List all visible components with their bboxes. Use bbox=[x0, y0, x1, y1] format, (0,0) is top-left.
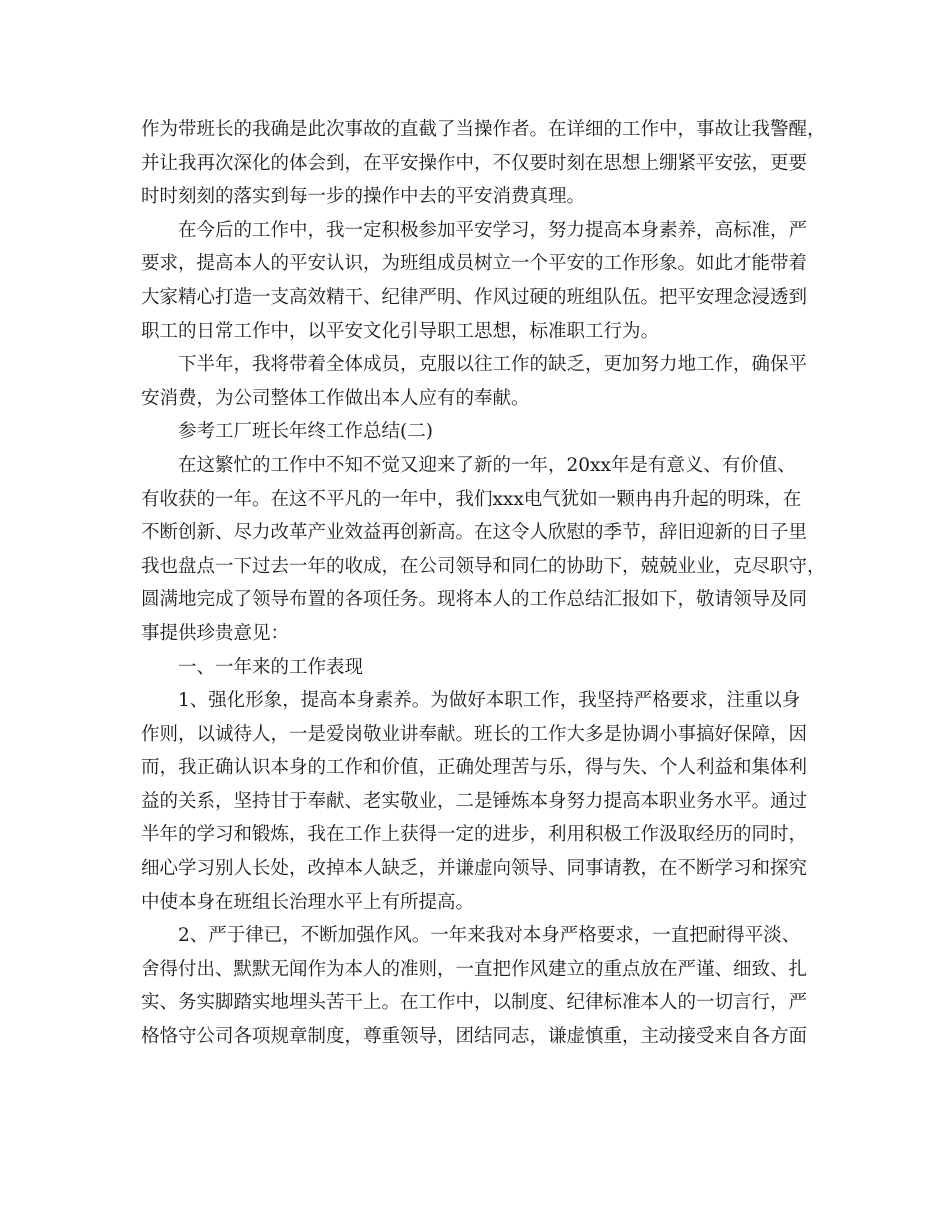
text-line: 下半年，我将带着全体成员，克服以往工作的缺乏，更加努力地工作，确保平 bbox=[178, 354, 808, 376]
text-line: 时时刻刻的落实到每一步的操作中去的平安消费真理。 bbox=[141, 186, 586, 208]
text-line: 圆满地完成了领导布置的各项任务。现将本人的工作总结汇报如下，敬请领导及同 bbox=[141, 589, 808, 611]
text-line: 中使本身在班组长治理水平上有所提高。 bbox=[141, 891, 475, 913]
text-line: 职工的日常工作中，以平安文化引导职工思想，标准职工行为。 bbox=[141, 320, 660, 342]
text-line: 要求，提高本人的平安认识，为班组成员树立一个平安的工作形象。如此才能带着 bbox=[141, 253, 808, 275]
text-line: 而，我正确认识本身的工作和价值，正确处理苦与乐，得与失、个人利益和集体利 bbox=[141, 757, 808, 779]
text-line: 并让我再次深化的体会到，在平安操作中，不仅要时刻在思想上绷紧平安弦，更要 bbox=[141, 152, 808, 174]
text-line: 不断创新、尽力改革产业效益再创新高。在这令人欣慰的季节，辞旧迎新的日子里 bbox=[141, 522, 808, 544]
text-line: 安消费，为公司整体工作做出本人应有的奉献。 bbox=[141, 387, 530, 409]
text-line: 作为带班长的我确是此次事故的直截了当操作者。在详细的工作中，事故让我警醒， bbox=[141, 119, 826, 140]
text-line: 一、一年来的工作表现 bbox=[178, 656, 364, 678]
text-line: 益的关系，坚持甘于奉献、老实敬业，二是锤炼本身努力提高本职业务水平。通过 bbox=[141, 790, 808, 812]
text-line: 事提供珍贵意见： bbox=[141, 622, 290, 644]
text-line: 在今后的工作中，我一定积极参加平安学习，努力提高本身素养，高标准，严 bbox=[178, 219, 808, 241]
text-line: 格恪守公司各项规章制度，尊重领导，团结同志，谦虚慎重，主动接受来自各方面 bbox=[141, 1026, 808, 1048]
text-line: 在这繁忙的工作中不知不觉又迎来了新的一年，20xx年是有意义、有价值、 bbox=[178, 454, 796, 476]
text-line: 参考工厂班长年终工作总结(二) bbox=[178, 421, 433, 443]
text-line: 大家精心打造一支高效精干、纪律严明、作风过硬的班组队伍。把平安理念浸透到 bbox=[141, 286, 808, 308]
text-line: 1、强化形象，提高本身素养。为做好本职工作，我坚持严格要求，注重以身 bbox=[178, 690, 801, 712]
text-line: 作则，以诚待人，一是爱岗敬业讲奉献。班长的工作大多是协调小事搞好保障，因 bbox=[141, 723, 808, 745]
text-line: 舍得付出、默默无闻作为本人的准则，一直把作风建立的重点放在严谨、细致、扎 bbox=[141, 958, 808, 980]
text-line: 有收获的一年。在这不平凡的一年中，我们xxx电气犹如一颗冉冉升起的明珠，在 bbox=[141, 488, 802, 510]
text-line: 细心学习别人长处，改掉本人缺乏，并谦虚向领导、同事请教，在不断学习和探究 bbox=[141, 858, 808, 880]
text-line: 实、务实脚踏实地埋头苦干上。在工作中，以制度、纪律标准本人的一切言行，严 bbox=[141, 992, 808, 1014]
text-line: 2、严于律已，不断加强作风。一年来我对本身严格要求，一直把耐得平淡、 bbox=[178, 925, 801, 947]
text-line: 我也盘点一下过去一年的收成，在公司领导和同仁的协助下，兢兢业业，克尽职守， bbox=[141, 555, 826, 577]
text-line: 半年的学习和锻炼，我在工作上获得一定的进步，利用积极工作汲取经历的同时， bbox=[141, 824, 808, 846]
document-body bbox=[141, 113, 831, 1054]
